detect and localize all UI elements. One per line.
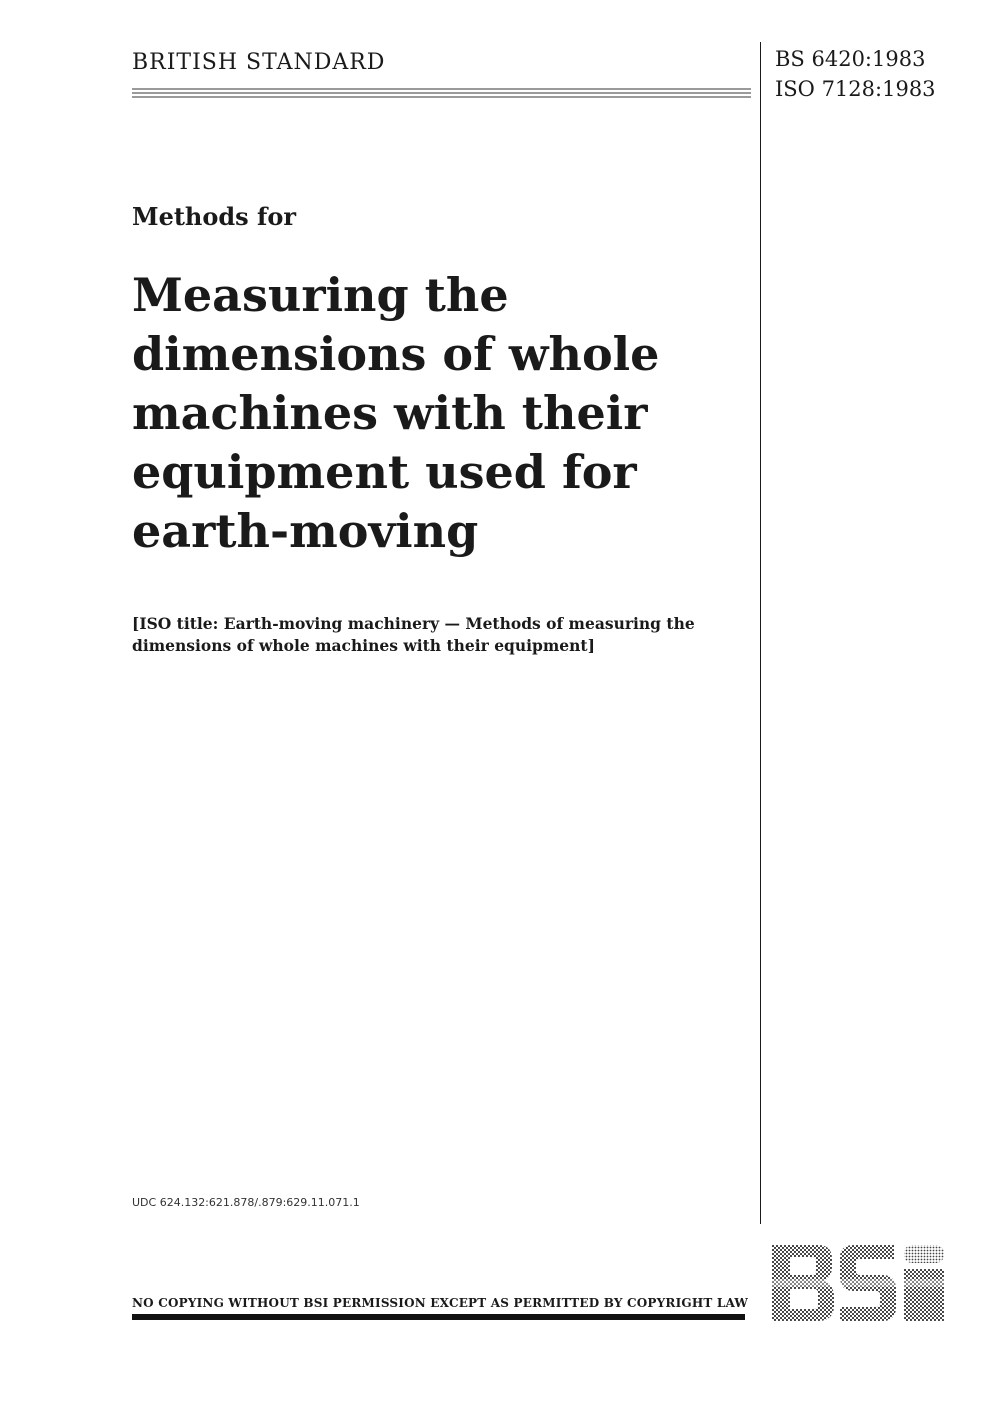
udc-code: UDC 624.132:621.878/.879:629.11.071.1 [132,1196,360,1209]
iso-title-line: dimensions of whole machines with their equipment] [132,636,595,655]
iso-title-line: [ISO title: Earth-moving machinery — Methods of measuring the [132,614,695,633]
footer-rule [132,1314,745,1320]
title-intro: Methods for [132,202,297,231]
main-title-line: dimensions of whole [132,327,660,381]
main-title [132,266,742,561]
vertical-divider [760,42,761,1224]
header-rule [132,92,751,94]
standard-numbers [775,44,936,104]
header-rule [132,88,751,90]
bsi-logo [770,1243,946,1323]
main-title-line: machines with their [132,386,648,440]
main-title-line: earth-moving [132,504,479,558]
main-title-line: equipment used for [132,445,637,499]
iso-number: ISO 7128:1983 [775,77,936,101]
copyright-notice: NO COPYING WITHOUT BSI PERMISSION EXCEPT AS PERMITTED BY COPYRIGHT LAW [132,1296,749,1310]
main-title-line: Measuring the [132,268,509,322]
iso-title [132,613,752,657]
bs-number: BS 6420:1983 [775,47,926,71]
header-rule [132,96,751,98]
document-category-label: BRITISH STANDARD [132,50,386,75]
